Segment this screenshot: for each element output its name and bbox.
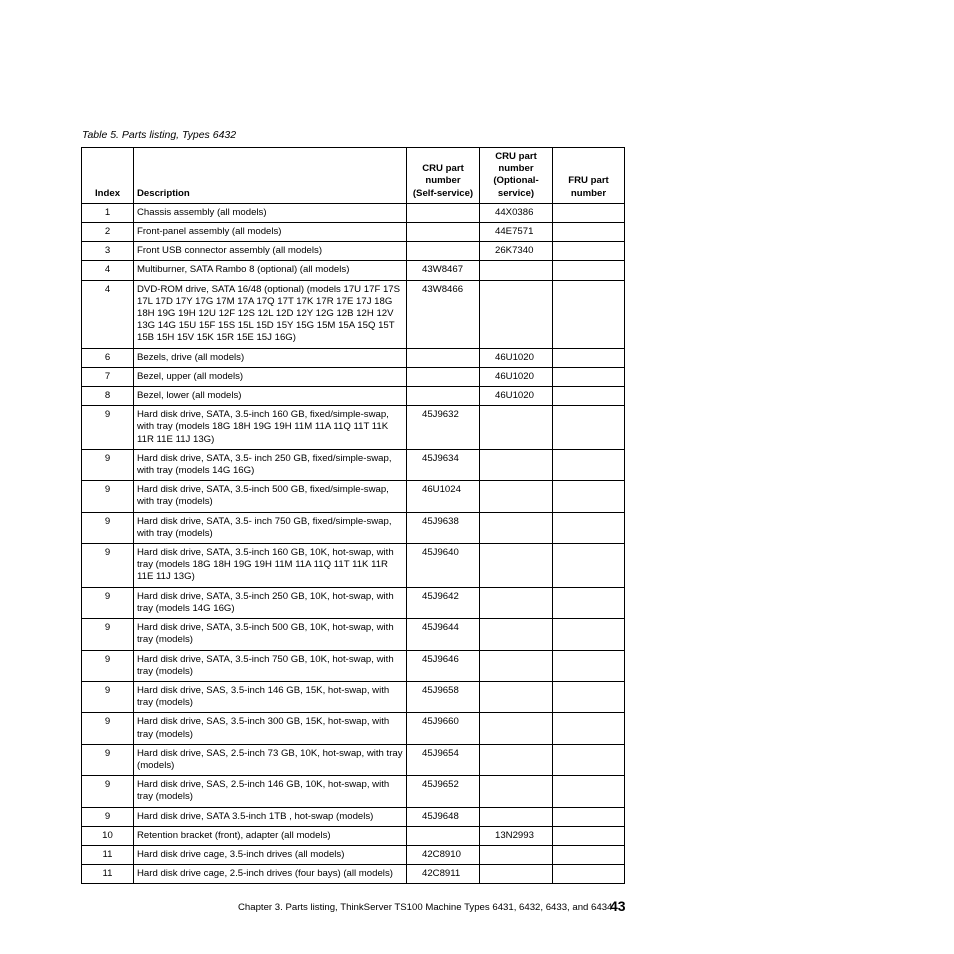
row-cru-self	[407, 348, 480, 367]
table-row	[82, 367, 625, 386]
row-cru-optional	[480, 544, 553, 588]
row-cru-self: 45J9634	[407, 449, 480, 480]
row-description: Hard disk drive, SATA, 3.5-inch 160 GB, fixed/simple-swap, with tray (models 18G 18H 19G 19H 11M 11A 11Q 11T 11K 11R 11E 11J 13G)	[134, 406, 407, 450]
row-index: 9	[82, 512, 134, 543]
row-index: 6	[82, 348, 134, 367]
row-fru	[553, 650, 625, 681]
row-fru	[553, 261, 625, 280]
row-description: Hard disk drive, SAS, 3.5-inch 300 GB, 15K, hot-swap, with tray (models)	[134, 713, 407, 744]
row-description: Front USB connector assembly (all models)	[134, 242, 407, 261]
row-cru-self: 45J9660	[407, 713, 480, 744]
row-index: 9	[82, 406, 134, 450]
table-row	[82, 776, 625, 807]
row-cru-self	[407, 203, 480, 222]
table-row	[82, 481, 625, 512]
row-fru	[553, 865, 625, 884]
row-fru	[553, 449, 625, 480]
row-fru	[553, 387, 625, 406]
row-index: 9	[82, 807, 134, 826]
row-cru-optional: 46U1020	[480, 367, 553, 386]
row-cru-optional	[480, 481, 553, 512]
row-index: 9	[82, 776, 134, 807]
row-cru-self	[407, 826, 480, 845]
table-row	[82, 387, 625, 406]
row-cru-optional: 46U1020	[480, 387, 553, 406]
row-cru-self: 42C8910	[407, 845, 480, 864]
table-row	[82, 619, 625, 650]
row-description: Hard disk drive, SATA 3.5-inch 1TB , hot-swap (models)	[134, 807, 407, 826]
row-fru	[553, 587, 625, 618]
row-cru-optional	[480, 650, 553, 681]
row-description: Hard disk drive cage, 2.5-inch drives (four bays) (all models)	[134, 865, 407, 884]
row-fru	[553, 367, 625, 386]
row-description: Chassis assembly (all models)	[134, 203, 407, 222]
row-fru	[553, 406, 625, 450]
row-cru-self: 45J9652	[407, 776, 480, 807]
page-footer: Chapter 3. Parts listing, ThinkServer TS100 Machine Types 6431, 6432, 6433, and 6434	[238, 902, 613, 913]
header-fru: FRU part number	[553, 148, 625, 204]
row-description: Bezel, upper (all models)	[134, 367, 407, 386]
row-index: 9	[82, 587, 134, 618]
row-cru-optional	[480, 845, 553, 864]
row-fru	[553, 619, 625, 650]
row-index: 8	[82, 387, 134, 406]
row-fru	[553, 242, 625, 261]
row-index: 9	[82, 481, 134, 512]
row-index: 7	[82, 367, 134, 386]
row-index: 9	[82, 544, 134, 588]
row-cru-optional	[480, 449, 553, 480]
row-description: Hard disk drive, SATA, 3.5-inch 500 GB, fixed/simple-swap, with tray (models)	[134, 481, 407, 512]
row-description: Hard disk drive, SAS, 3.5-inch 146 GB, 15K, hot-swap, with tray (models)	[134, 681, 407, 712]
table-row	[82, 713, 625, 744]
table-row	[82, 650, 625, 681]
row-description: Hard disk drive, SAS, 2.5-inch 146 GB, 10K, hot-swap, with tray (models)	[134, 776, 407, 807]
row-cru-optional	[480, 713, 553, 744]
row-cru-optional	[480, 512, 553, 543]
row-cru-self	[407, 242, 480, 261]
row-index: 9	[82, 650, 134, 681]
row-description: Hard disk drive, SATA, 3.5-inch 160 GB, 10K, hot-swap, with tray (models 18G 18H 19G 19H 11M 11A 11Q 11T 11K 11R 11E 11J 13G)	[134, 544, 407, 588]
row-fru	[553, 713, 625, 744]
row-cru-self: 45J9654	[407, 744, 480, 775]
page-number: 43	[610, 898, 626, 914]
row-cru-optional	[480, 261, 553, 280]
row-fru	[553, 744, 625, 775]
row-cru-optional: 13N2993	[480, 826, 553, 845]
row-cru-optional: 46U1020	[480, 348, 553, 367]
table-row	[82, 744, 625, 775]
row-index: 1	[82, 203, 134, 222]
row-cru-optional	[480, 587, 553, 618]
table-row	[82, 845, 625, 864]
table-row	[82, 865, 625, 884]
row-index: 4	[82, 280, 134, 348]
row-description: Hard disk drive, SATA, 3.5- inch 750 GB, fixed/simple-swap, with tray (models)	[134, 512, 407, 543]
header-description: Description	[134, 148, 407, 204]
row-description: Bezel, lower (all models)	[134, 387, 407, 406]
row-cru-optional	[480, 776, 553, 807]
row-cru-optional	[480, 744, 553, 775]
row-fru	[553, 512, 625, 543]
row-cru-optional: 44E7571	[480, 223, 553, 242]
table-row	[82, 826, 625, 845]
row-cru-optional: 44X0386	[480, 203, 553, 222]
row-fru	[553, 348, 625, 367]
header-cru-optional: CRU part number (Optional-service)	[480, 148, 553, 204]
row-description: Front-panel assembly (all models)	[134, 223, 407, 242]
row-cru-self	[407, 367, 480, 386]
row-cru-self: 43W8467	[407, 261, 480, 280]
row-cru-optional	[480, 865, 553, 884]
row-cru-self: 45J9632	[407, 406, 480, 450]
row-index: 9	[82, 744, 134, 775]
table-caption: Table 5. Parts listing, Types 6432	[82, 129, 237, 141]
row-fru	[553, 681, 625, 712]
table-header-row	[82, 148, 625, 204]
table-row	[82, 223, 625, 242]
row-cru-optional	[480, 406, 553, 450]
row-description: Retention bracket (front), adapter (all models)	[134, 826, 407, 845]
row-index: 4	[82, 261, 134, 280]
table-row	[82, 512, 625, 543]
table-row	[82, 406, 625, 450]
row-fru	[553, 776, 625, 807]
row-description: Hard disk drive, SATA, 3.5-inch 750 GB, 10K, hot-swap, with tray (models)	[134, 650, 407, 681]
header-cru-self: CRU part number (Self-service)	[407, 148, 480, 204]
row-cru-optional	[480, 280, 553, 348]
table-row	[82, 544, 625, 588]
row-cru-self: 45J9644	[407, 619, 480, 650]
row-cru-self: 43W8466	[407, 280, 480, 348]
row-cru-self: 42C8911	[407, 865, 480, 884]
row-fru	[553, 223, 625, 242]
row-index: 3	[82, 242, 134, 261]
row-index: 11	[82, 845, 134, 864]
header-index: Index	[82, 148, 134, 204]
row-cru-optional	[480, 681, 553, 712]
table-row	[82, 587, 625, 618]
row-description: Multiburner, SATA Rambo 8 (optional) (all models)	[134, 261, 407, 280]
row-cru-self: 45J9646	[407, 650, 480, 681]
row-description: Bezels, drive (all models)	[134, 348, 407, 367]
row-fru	[553, 845, 625, 864]
row-description: Hard disk drive, SATA, 3.5- inch 250 GB, fixed/simple-swap, with tray (models 14G 16G)	[134, 449, 407, 480]
row-cru-optional	[480, 807, 553, 826]
row-index: 9	[82, 449, 134, 480]
row-fru	[553, 826, 625, 845]
row-fru	[553, 203, 625, 222]
row-description: Hard disk drive cage, 3.5-inch drives (all models)	[134, 845, 407, 864]
table-row	[82, 681, 625, 712]
table-row	[82, 449, 625, 480]
table-row	[82, 261, 625, 280]
row-index: 11	[82, 865, 134, 884]
row-cru-self: 45J9640	[407, 544, 480, 588]
row-fru	[553, 544, 625, 588]
row-cru-optional	[480, 619, 553, 650]
row-cru-self	[407, 223, 480, 242]
table-row	[82, 348, 625, 367]
table-row	[82, 203, 625, 222]
table-row	[82, 807, 625, 826]
row-fru	[553, 807, 625, 826]
row-fru	[553, 481, 625, 512]
row-cru-optional: 26K7340	[480, 242, 553, 261]
row-index: 9	[82, 681, 134, 712]
row-cru-self: 46U1024	[407, 481, 480, 512]
row-index: 9	[82, 713, 134, 744]
row-index: 10	[82, 826, 134, 845]
row-cru-self	[407, 387, 480, 406]
table-row	[82, 242, 625, 261]
row-fru	[553, 280, 625, 348]
row-description: Hard disk drive, SAS, 2.5-inch 73 GB, 10K, hot-swap, with tray (models)	[134, 744, 407, 775]
table-row	[82, 280, 625, 348]
parts-table	[81, 147, 625, 884]
row-index: 2	[82, 223, 134, 242]
row-description: Hard disk drive, SATA, 3.5-inch 250 GB, 10K, hot-swap, with tray (models 14G 16G)	[134, 587, 407, 618]
row-description: Hard disk drive, SATA, 3.5-inch 500 GB, 10K, hot-swap, with tray (models)	[134, 619, 407, 650]
row-cru-self: 45J9642	[407, 587, 480, 618]
row-description: DVD-ROM drive, SATA 16/48 (optional) (models 17U 17F 17S 17L 17D 17Y 17G 17M 17A 17Q 17T 17K 17R 17E 17J 18G 18H 19G 19H 12U 12F 12S 12L 12D 12Y 12G 12B 12H 12V 13G 14G 15U 15F 15S 15L 15D 15Y 15G 15M 15A 15Q 15T 15B 15H 15V 15K 15R 15E 15J 16G)	[134, 280, 407, 348]
row-cru-self: 45J9658	[407, 681, 480, 712]
row-index: 9	[82, 619, 134, 650]
row-cru-self: 45J9638	[407, 512, 480, 543]
row-cru-self: 45J9648	[407, 807, 480, 826]
